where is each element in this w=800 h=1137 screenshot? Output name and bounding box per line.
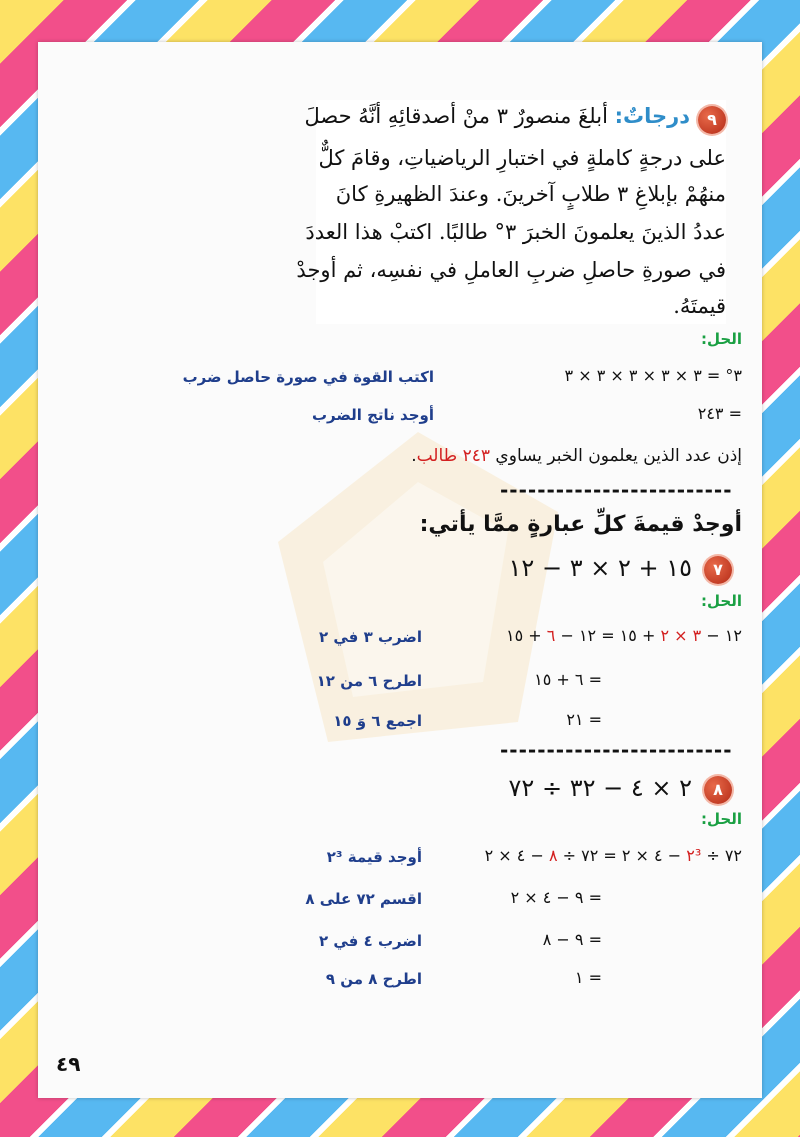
page-number: ٤٩ <box>56 1052 81 1076</box>
problem-8-step-4-note: اطرح ٨ من ٩ <box>325 970 422 988</box>
watermark-logo <box>268 422 568 752</box>
textbook-page <box>38 42 762 1098</box>
problem-9-line-1 <box>304 104 690 128</box>
problem-9-step-1: ٣° = ٣ × ٣ × ٣ × ٣ × ٣ <box>564 366 742 385</box>
conclusion-prefix: إذن عدد الذين يعلمون الخبر يساوي <box>495 446 742 466</box>
problem-9-line-6: قيمتَهُ. <box>673 294 726 318</box>
problem-8-badge: ٨ <box>704 776 732 804</box>
p7-s1-a: ١٢ − <box>701 626 742 645</box>
problem-9-line-3: منهُمْ بإبلاغِ ٣ طلابٍ آخرينَ. وعندَ الظهيرةِ كانَ <box>335 182 726 206</box>
problem-7-badge: ٧ <box>704 556 732 584</box>
problem-9-box <box>316 100 726 324</box>
conclusion-suffix: . <box>411 446 417 466</box>
problem-7-step-3: = ٢١ <box>566 710 602 729</box>
problem-9-line-5: في صورةِ حاصلِ ضربِ العاملِ في نفسِه، ثم أوجدْ <box>296 258 726 282</box>
p8-s1-a: ٧٢ ÷ <box>701 846 742 865</box>
problem-8-step-3-note: اضرب ٤ في ٢ <box>318 932 422 950</box>
problem-7-expression: ١٥ + ٢ × ٣ − ١٢ <box>508 554 692 582</box>
problem-9-solution-label: الحل: <box>701 330 742 348</box>
separator-1: ------------------------- <box>500 478 733 502</box>
problem-9-conclusion <box>411 446 742 466</box>
separator-2: ------------------------- <box>500 738 733 762</box>
conclusion-value: ٢٤٣ طالب <box>416 446 491 466</box>
p7-s1-red2: ٦ <box>546 626 556 645</box>
p8-s1-red2: ٨ <box>548 846 558 865</box>
problem-7-solution-label: الحل: <box>701 592 742 610</box>
problem-8-expression: ٢ × ٤ − ٣٢ ÷ ٧٢ <box>508 774 692 802</box>
p7-s1-red: ٣ × ٢ <box>660 626 702 645</box>
p8-s1-b: − ٤ × ٢ = ٧٢ ÷ <box>557 846 687 865</box>
problem-8-step-4: = ١ <box>574 968 602 987</box>
problem-9-badge: ٩ <box>698 106 726 134</box>
p8-s1-c: − ٤ × ٢ <box>484 846 549 865</box>
problem-9-step-1-note: اكتب القوة في صورة حاصل ضرب <box>182 368 434 386</box>
problem-9-step-2-note: أوجد ناتج الضرب <box>311 406 434 424</box>
problem-8-step-2: = ٩ − ٤ × ٢ <box>510 888 602 907</box>
problem-8-step-1-note: أوجد قيمة ٢³ <box>326 848 422 866</box>
problem-9-line-2: على درجةٍ كاملةٍ في اختبارِ الرياضياتِ، وقامَ كلٌّ <box>318 146 726 170</box>
problem-8-step-3: = ٩ − ٨ <box>542 930 602 949</box>
problem-9-keyword: درجاتٌ: <box>614 104 690 128</box>
problem-8-step-2-note: اقسم ٧٢ على ٨ <box>305 890 422 908</box>
problem-7-step-1-note: اضرب ٣ في ٢ <box>318 628 422 646</box>
problem-8-step-1 <box>485 846 742 865</box>
section-heading: أوجدْ قيمةَ كلِّ عبارةٍ ممَّا يأتي: <box>419 512 742 537</box>
problem-7-step-2-note: اطرح ٦ من ١٢ <box>316 672 422 690</box>
problem-7-step-1 <box>506 626 742 645</box>
problem-7-step-3-note: اجمع ٦ وَ ١٥ <box>333 712 422 730</box>
p8-s1-red: ٢³ <box>686 846 702 865</box>
problem-9-line-4: عددُ الذينَ يعلمونَ الخبرَ ٣° طالبًا. اكتبْ هذا العددَ <box>305 220 726 244</box>
problem-9-text-1: أبلغَ منصورٌ ٣ منْ أصدقائِهِ أنَّهُ حصلَ <box>304 104 608 128</box>
p7-s1-c: + ١٥ <box>506 626 547 645</box>
problem-7-step-2: = ٦ + ١٥ <box>534 670 602 689</box>
p7-s1-b: + ١٥ = ١٢ − <box>555 626 661 645</box>
problem-9-step-2: = ٢٤٣ <box>697 404 742 423</box>
problem-8-solution-label: الحل: <box>701 810 742 828</box>
